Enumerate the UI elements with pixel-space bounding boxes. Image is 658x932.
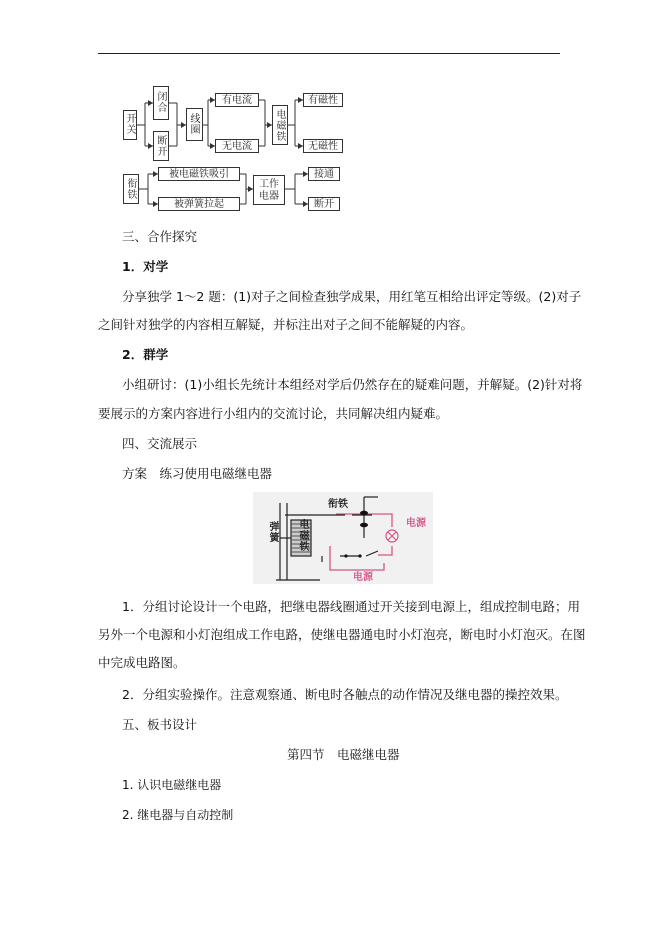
- board-title: 第四节 电磁继电器: [287, 747, 400, 762]
- section3-title: 三、合作探究: [122, 229, 198, 244]
- board-item-1: 1. 认识电磁继电器: [122, 778, 222, 792]
- relay-electromagnet-label: 电磁铁: [297, 519, 308, 552]
- section4-plan: 方案 练习使用电磁继电器: [122, 466, 273, 481]
- work-circuit-label: 工作电器: [259, 179, 279, 202]
- bulb-icon: [386, 530, 398, 542]
- has-current-label: 有电流: [222, 95, 252, 106]
- electromagnet-label: 电磁铁: [274, 109, 285, 142]
- relay-armature-label: 衔铁: [328, 499, 348, 510]
- section3-item1-line2: 之间针对独学的内容相互解疑，并标注出对子之间不能解疑的内容。: [98, 317, 474, 332]
- relay-spring-label: 弹簧: [267, 521, 278, 543]
- relay-power-right-label: 电源: [406, 518, 426, 529]
- relay-power-bottom-label: 电源: [353, 572, 373, 583]
- board-item-2: 2. 继电器与自动控制: [122, 808, 234, 822]
- magnetic-label: 有磁性: [308, 95, 338, 106]
- section3-item2-line1: 小组研讨：(1)小组长先统计本组经对学后仍然存在的疑难问题，并解疑。(2)针对将: [122, 377, 583, 392]
- pulled-up-label: 被弹簧拉起: [174, 199, 224, 210]
- section4-item2: 2．分组实验操作。注意观察通、断电时各触点的动作情况及继电器的操控效果。: [122, 687, 568, 702]
- section3-item1-line1: 分享独学 1～2 题：(1)对子之间检查独学成果，用红笔互相给出评定等级。(2)对子: [122, 289, 582, 304]
- section5-title: 五、板书设计: [122, 717, 198, 732]
- section4-item1-line3: 中完成电路图。: [98, 655, 186, 670]
- section3-item2-line2: 要展示的方案内容进行小组内的交流讨论，共同解决组内疑难。: [98, 406, 449, 421]
- section3-item2-title: 2．群学: [122, 347, 169, 362]
- section3-item1-title: 1．对学: [122, 259, 169, 274]
- no-current-label: 无电流: [222, 141, 252, 152]
- section4-title: 四、交流展示: [122, 436, 198, 451]
- coil-label: 线圈: [188, 113, 199, 135]
- section4-item1-line1: 1．分组讨论设计一个电路，把继电器线圈通过开关接到电源上，组成控制电路；用: [122, 599, 580, 614]
- switch-label: 开关: [124, 113, 135, 135]
- connected-label: 接通: [314, 169, 334, 180]
- attracted-label: 被电磁铁吸引: [169, 169, 229, 180]
- disconnected-label: 断开: [314, 199, 334, 210]
- section4-item1-line2: 另外一个电源和小灯泡组成工作电路，使继电器通电时小灯泡亮，断电时小灯泡灭。在图: [98, 627, 586, 642]
- non-magnetic-label: 无磁性: [308, 141, 338, 152]
- open-label: 断开: [155, 135, 166, 157]
- closed-label: 闭合: [155, 91, 166, 113]
- armature-label: 衔铁: [125, 178, 136, 200]
